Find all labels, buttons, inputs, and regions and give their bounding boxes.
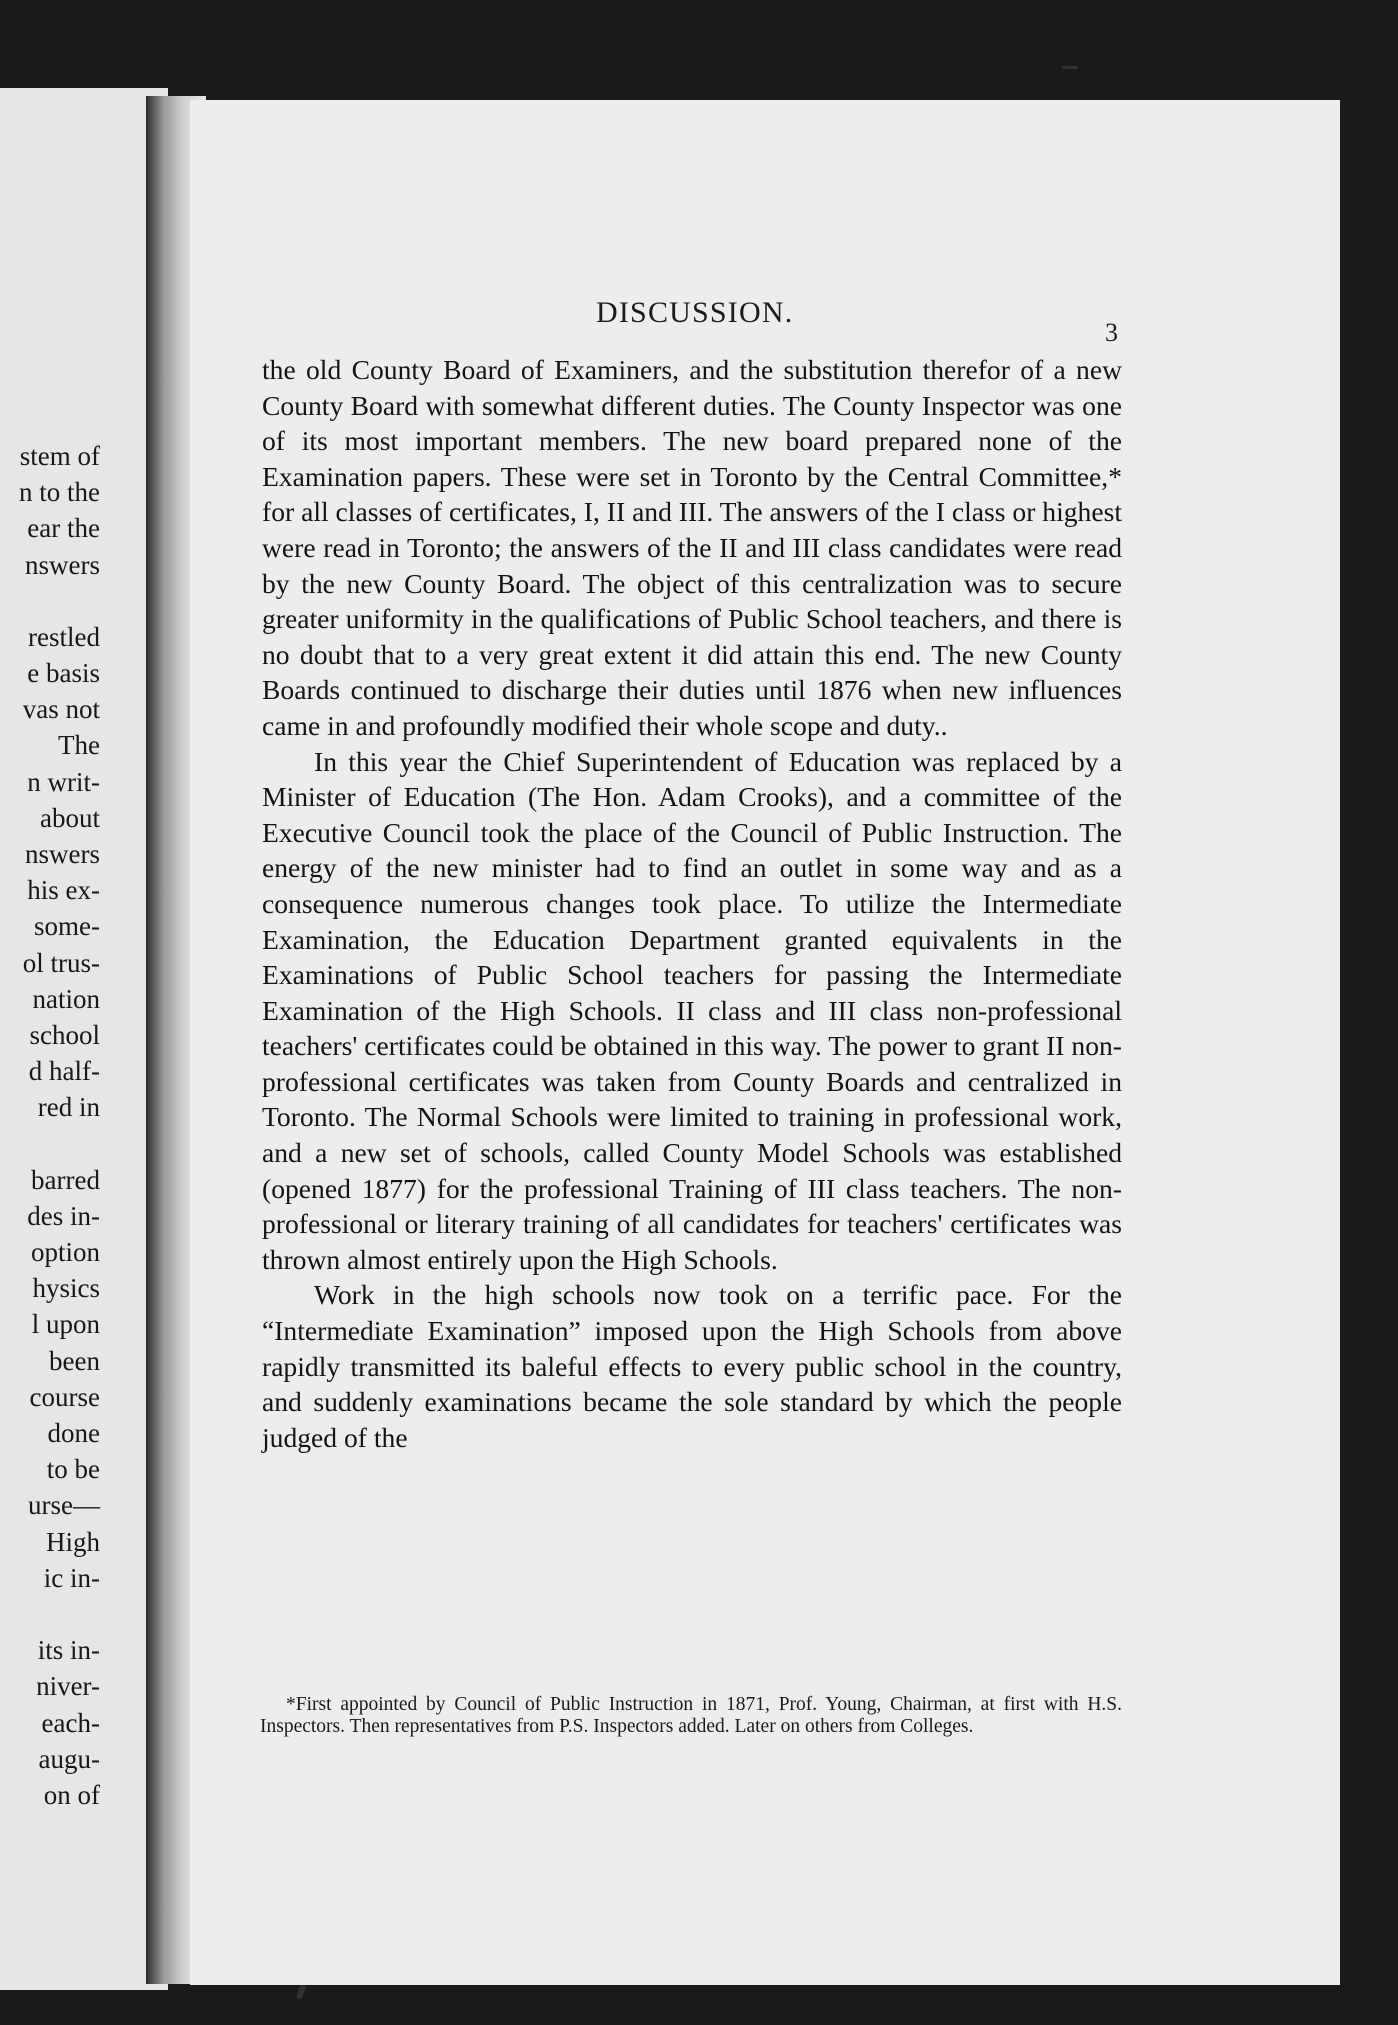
right-page [190,100,1340,1985]
body-text [262,352,1122,1455]
left-fragment-line: The [58,730,100,761]
left-fragment-line: option [30,1237,100,1268]
left-facing-page [0,88,168,1990]
paragraph-2: In this year the Chief Superintendent of Education was replaced by a Minister of Education (The Hon. Adam Crooks), and a committee of the Executive Council took the place of the Council of Public Instruction. The energy of the new minister had to find an outlet in some way and as a consequence numerous changes took place. To utilize the Intermediate Examination, the Education Department granted equivalents in the Examinations of Public School teachers for passing the Intermediate Examination of the High Schools. II class and III class non-professional teachers' certificates could be obtained in this way. The power to grant II non-professional certificates was taken from County Boards and centralized in Toronto. The Normal Schools were limited to training in professional work, and a new set of schools, called County Model Schools was established (opened 1877) for the professional Training of III class teachers. The non-professional or literary training of all candidates for teachers' certificates was thrown almost entirely upon the High Schools. [262,745,1122,1275]
left-fragment-line: ear the [27,513,100,544]
left-fragment-line: niver- [36,1671,100,1702]
left-fragment-line: e basis [27,658,100,689]
left-fragment-line: done [47,1418,100,1449]
paragraph-1: the old County Board of Examiners, and the substitution therefor of a new County Board with somewhat different duties. The County Inspector was one of its most important members. The new board prepared none of the Examination papers. These were set in Toronto by the Central Committee,* for all classes of certificates, I, II and III. The answers of the I class or highest were read in Toronto; the answers of the II and III class candidates were read by the new County Board. The object of this centralization was to secure greater uniformity in the qualifications of Public School teachers, and there is no doubt that to a very great extent it did attain this end. The new County Boards continued to discharge their duties until 1876 when new influences came in and profoundly modified their whole scope and duty.. [262,354,1122,741]
left-fragment-line: its in- [37,1635,100,1666]
paragraph-3: Work in the high schools now took on a terrific pace. For the “Intermediate Examination” imposed upon the High Schools from above rapidly transmitted its baleful effects to every public school in the country, and suddenly examinations became the sole standard by which the people judged of the [262,1279,1122,1453]
left-fragment-line: restled [28,621,100,652]
running-head: DISCUSSION. [596,296,794,329]
left-fragment-line: about [40,802,100,833]
left-fragment-line: n writ- [27,766,100,797]
scan-speck [1062,66,1078,69]
left-fragment-line: n to the [19,477,100,508]
left-fragment-line: nation [32,983,100,1014]
scan-speck [296,1984,306,1999]
left-fragment-line: on of [43,1779,100,1810]
left-fragment-line: some- [34,911,100,942]
left-fragment-line: been [49,1345,100,1376]
left-fragment-line: des in- [27,1200,100,1231]
left-fragment-line: to be [46,1454,100,1485]
left-fragment-line: nswers [25,549,100,580]
left-fragment-line: nswers [25,839,100,870]
left-fragment-line: l upon [31,1309,100,1340]
page-number: 3 [1105,318,1118,347]
left-fragment-line: barred [31,1164,100,1195]
left-fragment-line: his ex- [27,875,100,906]
left-fragment-line: hysics [32,1273,100,1304]
left-fragment-line: High [46,1526,100,1557]
left-fragment-line: red in [37,1092,100,1123]
left-fragment-line: each- [41,1707,100,1738]
left-fragment-line: d half- [28,1056,100,1087]
left-fragment-line: augu- [38,1743,100,1774]
left-fragment-line: stem of [19,441,100,471]
left-fragment-line: ol trus- [22,947,100,978]
left-fragment-line: vas not [22,694,100,725]
footnote: *First appointed by Council of Public Instruction in 1871, Prof. Young, Chairman, at first with H.S. Inspectors. Then representatives from P.S. Inspectors added. Later on others from Colleges. [260,1694,1122,1737]
left-fragment-line: urse— [28,1490,100,1521]
left-fragment-line: course [29,1381,100,1412]
left-fragment-line: school [29,1020,100,1051]
left-fragment-line: ic in- [43,1562,100,1593]
